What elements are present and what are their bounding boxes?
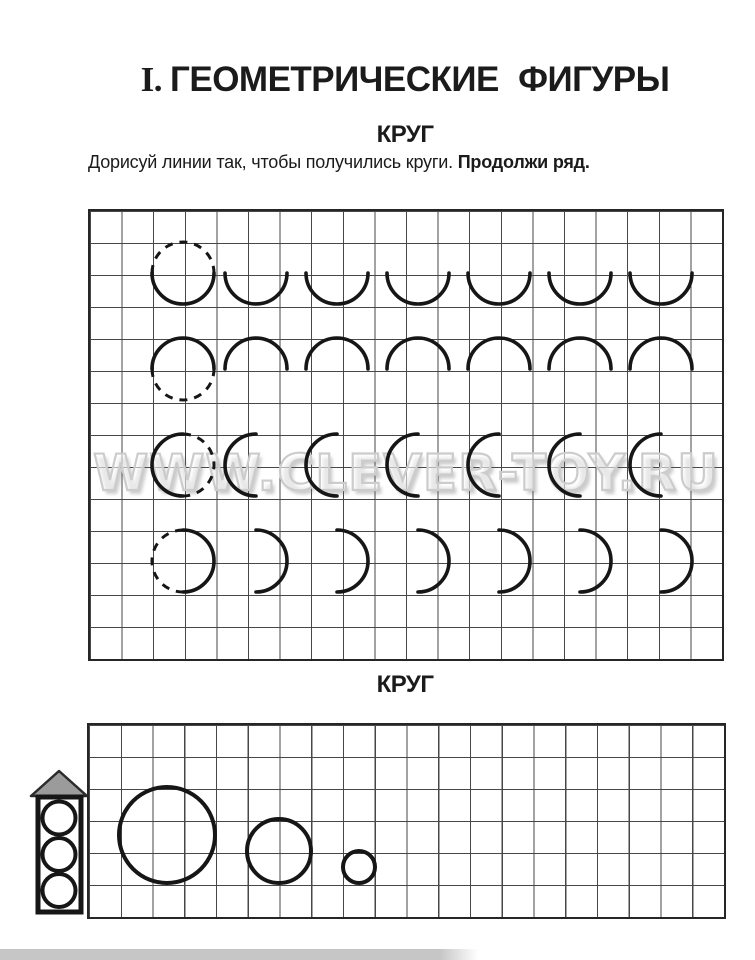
traffic-light-icon xyxy=(28,769,90,919)
watermark: WWW.CLEVER-TOY.RU xyxy=(93,444,719,502)
instruction-normal: Дорисуй линии так, чтобы получились круги. xyxy=(88,152,458,172)
traffic-light-body xyxy=(38,797,81,912)
page-title xyxy=(88,60,722,100)
page-title-number: I. xyxy=(140,60,163,99)
section1-heading: КРУГ xyxy=(376,121,434,148)
grid-paper-bottom xyxy=(87,723,726,919)
instruction-text xyxy=(88,152,728,173)
traffic-light-circle-bottom xyxy=(43,874,76,907)
traffic-light-circle-middle xyxy=(43,838,76,871)
traffic-light-circle-top xyxy=(43,802,76,835)
instruction-bold: Продолжи ряд. xyxy=(457,152,590,172)
traffic-light-roof-triangle xyxy=(31,771,87,796)
grid-paper-top xyxy=(88,209,724,661)
page-title-text: ГЕОМЕТРИЧЕСКИЕ ФИГУРЫ xyxy=(170,60,670,99)
section2-heading: КРУГ xyxy=(376,671,434,698)
scan-artifact-strip xyxy=(0,949,478,960)
